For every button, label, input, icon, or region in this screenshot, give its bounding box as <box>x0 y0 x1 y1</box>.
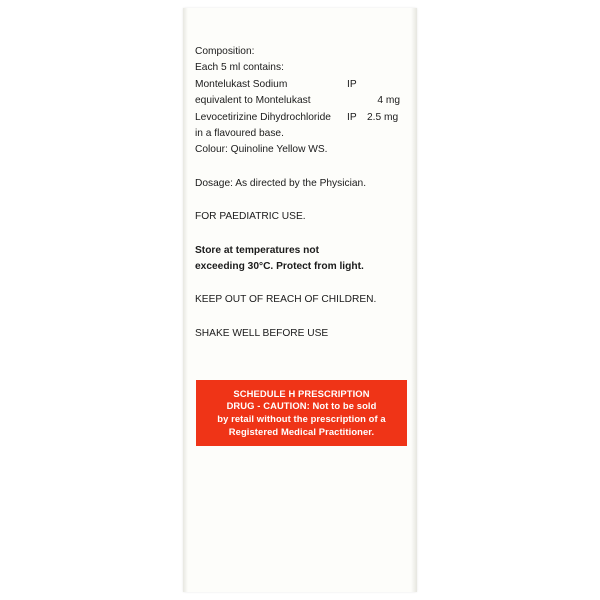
shake-well-line: SHAKE WELL BEFORE USE <box>195 327 329 339</box>
base-line: in a flavoured base. <box>195 128 284 140</box>
medicine-carton-panel <box>183 8 417 592</box>
schedule-h-line: DRUG - CAUTION: Not to be sold <box>226 400 377 412</box>
ingredient-standard: IP <box>347 111 357 123</box>
ingredient-row <box>195 110 407 126</box>
composition-heading: Composition: <box>195 46 255 57</box>
schedule-h-line: Registered Medical Practitioner. <box>228 425 375 437</box>
schedule-h-line: SCHEDULE H PRESCRIPTION <box>233 387 370 399</box>
label-text-block <box>195 44 407 342</box>
paediatric-use-line: FOR PAEDIATRIC USE. <box>195 211 306 223</box>
keep-out-of-reach-line: KEEP OUT OF REACH OF CHILDREN. <box>195 294 377 306</box>
ingredient-name: Montelukast Sodium <box>195 78 288 90</box>
ingredient-row <box>195 93 407 109</box>
storage-line-1: Store at temperatures not <box>195 244 319 256</box>
ingredient-amount: 4 mg <box>377 95 400 107</box>
ingredient-amount: 2.5 mg <box>367 111 399 123</box>
storage-line-2: exceeding 30°C. Protect from light. <box>195 261 364 273</box>
ingredient-name: equivalent to Montelukast <box>195 95 311 107</box>
ingredient-name: Levocetirizine Dihydrochloride <box>195 111 331 123</box>
schedule-h-line: by retail without the prescription of a <box>217 413 386 424</box>
schedule-h-warning-box <box>196 380 407 446</box>
ingredient-row <box>195 77 407 93</box>
serving-size-line: Each 5 ml contains: <box>195 62 284 74</box>
dosage-line: Dosage: As directed by the Physician. <box>195 177 367 189</box>
ingredient-standard: IP <box>347 78 357 90</box>
colour-line: Colour: Quinoline Yellow WS. <box>195 144 328 156</box>
